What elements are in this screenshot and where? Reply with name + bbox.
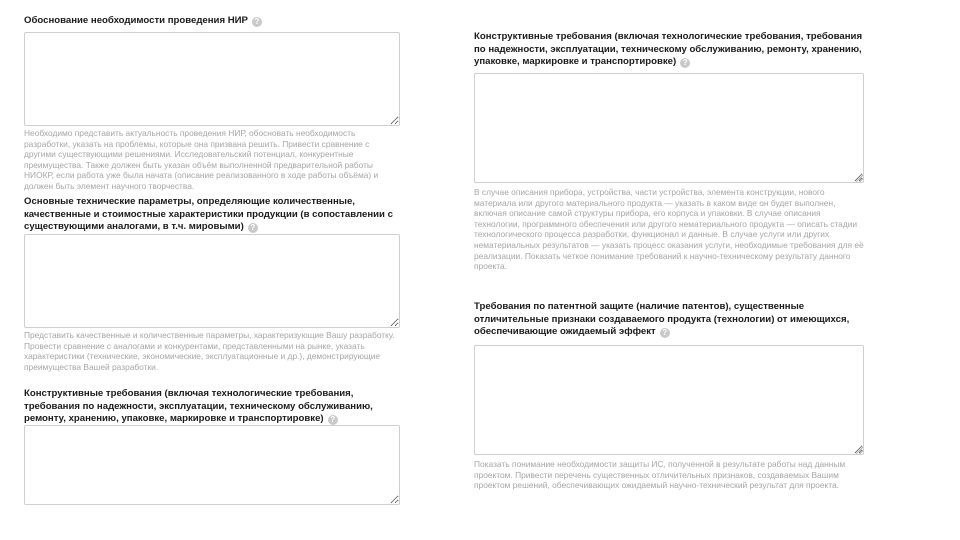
field-label-text: Основные технические параметры, определяющие количественные, качественные и стоимостные характеристики продукции (в сопоставлении с существующими аналогами, в т.ч. мировыми) <box>24 196 393 233</box>
field-hint: Показать понимание необходимости защиты ИС, полученной в результате работы над данным проектом. Привести перечень существенных отличительных признаков, создаваемых Вашим проектом решений, обеспечивающих ожидаемый научно-технический результат для проекта. <box>474 459 846 491</box>
question-circle-icon[interactable]: ? <box>252 17 262 27</box>
research-justification-input[interactable] <box>24 32 400 126</box>
field-label <box>24 196 402 234</box>
field-label-text: Требования по патентной защите (наличие патентов), существенные отличительные признаки создаваемого продукта (технологии) от имеющихся, обеспечивающие ожидаемый эффект <box>474 301 850 338</box>
field-label <box>474 31 866 69</box>
field-design-requirements-right <box>474 31 866 272</box>
field-label <box>474 301 866 339</box>
field-label-text: Конструктивные требования (включая технологические требования, требования по надежности, эксплуатации, техническому обслуживанию, ремонту, хранению, упаковке, маркировке и транспортировке) <box>474 31 863 68</box>
patent-protection-input[interactable] <box>474 345 864 455</box>
technical-parameters-input[interactable] <box>24 234 400 328</box>
field-label <box>24 388 402 426</box>
field-label-text: Обоснование необходимости проведения НИР <box>24 15 248 26</box>
field-label <box>24 15 402 28</box>
textarea-wrapper <box>474 345 864 455</box>
design-requirements-input[interactable] <box>24 425 400 505</box>
design-requirements-right-input[interactable] <box>474 73 864 183</box>
field-label-text: Конструктивные требования (включая технологические требования, требования по надежности, эксплуатации, техническому обслуживанию, ремонту, хранению, упаковке, маркировке и транспортировке) <box>24 388 373 425</box>
field-technical-parameters <box>24 196 402 372</box>
field-design-requirements <box>24 388 402 426</box>
field-patent-protection <box>474 301 866 491</box>
field-hint: Необходимо представить актуальность проведения НИР, обосновать необходимость разработки, указать на проблемы, которые она призвана решить. Привести сравнение с другими существующими решениями. Исследовательский потенциал, конкурентные преимущества. Также должен быть указан объём выполненной предварительной работы НИОКР, если работа уже была начата (описание реализованного в ходе работы объёма) и должен быть элемент научного творчества. <box>24 128 379 191</box>
question-circle-icon[interactable]: ? <box>660 328 670 338</box>
textarea-wrapper <box>474 73 864 183</box>
question-circle-icon[interactable]: ? <box>680 58 690 68</box>
field-hint: Представить качественные и количественные параметры, характеризующие Вашу разработку. Провести сравнение с аналогами и конкурентами, представленными на рынке, указать характеристики (технические, экономические, эксплуатационные и др.), демонстрирующие преимущества Вашей разработки. <box>24 330 395 372</box>
field-hint: В случае описания прибора, устройства, части устройства, элемента конструкции, нового материала или другого материального продукта — указать в каком виде он будет выполнен, включая описание самой структуры прибора, его корпуса и упаковки. В случае описания технологии, программного обеспечения или другого нематериального продукта — описать стадии технологического процесса разработки, функционал и данные. В случае услуги или других нематериальных результатов — указать процесс оказания услуги, необходимые требования для её реализации. Показать четкое понимание требований к научно-техническому результату данного проекта. <box>474 187 864 272</box>
field-research-justification <box>24 15 402 191</box>
question-circle-icon[interactable]: ? <box>248 223 258 233</box>
question-circle-icon[interactable]: ? <box>328 415 338 425</box>
